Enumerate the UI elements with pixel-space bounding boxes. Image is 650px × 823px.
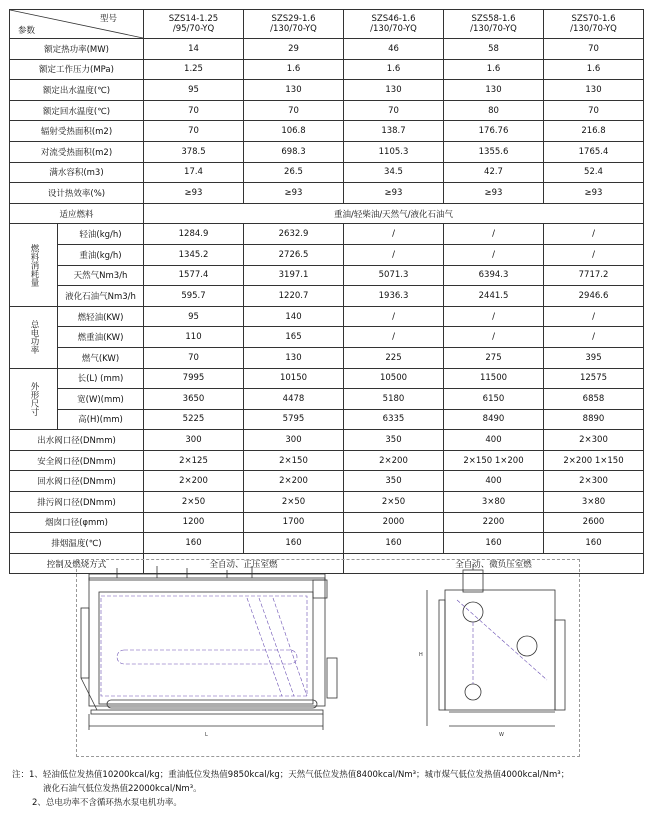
table-row [10,224,644,245]
table-cell: 2×125 [144,450,244,471]
table-cell: 1936.3 [344,286,444,307]
table-cell: / [444,224,544,245]
table-cell: 2441.5 [444,286,544,307]
table-cell: 1355.6 [444,141,544,162]
table-cell: 1.25 [144,59,244,80]
table-cell: 160 [144,533,244,554]
table-cell: 2×150 1×200 [444,450,544,471]
table-cell: 1.6 [344,59,444,80]
table-cell: 58 [444,39,544,60]
boiler-drawing [76,559,580,757]
table-cell: 4478 [244,389,344,410]
table-cell: 1.6 [544,59,644,80]
header-row [10,10,644,39]
row-label: 燃轻油(KW) [58,306,144,327]
table-cell: 2600 [544,512,644,533]
table-cell: 1345.2 [144,244,244,265]
table-cell: 11500 [444,368,544,389]
spec-table [9,9,644,574]
table-cell: 3650 [144,389,244,410]
row-label: 额定工作压力(MPa) [10,59,144,80]
model-header [544,10,644,39]
table-cell: 300 [244,430,344,451]
model-line1: SZS46-1.6 [371,14,416,24]
table-cell: 595.7 [144,286,244,307]
table-row [10,409,644,430]
row-label: 安全阀口径(DNmm) [10,450,144,471]
table-row [10,450,644,471]
model-header [344,10,444,39]
model-line2: /130/70-YQ [270,24,317,34]
table-row [10,492,644,513]
model-header [144,10,244,39]
table-cell: 95 [144,80,244,101]
note-2: 2、总电功率不含循环热水泵电机功率。 [32,798,182,808]
table-cell: 5795 [244,409,344,430]
table-cell: / [344,306,444,327]
table-cell: ≥93 [244,183,344,204]
table-cell: 70 [144,121,244,142]
model-line1: SZS58-1.6 [471,14,516,24]
table-cell: 350 [344,471,444,492]
table-cell: / [444,327,544,348]
table-cell: 95 [144,306,244,327]
table-cell: 1.6 [444,59,544,80]
table-cell: 80 [444,100,544,121]
table-cell: 2×300 [544,430,644,451]
table-cell: 5180 [344,389,444,410]
table-cell: 130 [444,80,544,101]
table-row [10,512,644,533]
table-cell: 26.5 [244,162,344,183]
table-cell: 216.8 [544,121,644,142]
table-row [10,244,644,265]
table-cell: 160 [544,533,644,554]
row-label: 长(L) (mm) [58,368,144,389]
table-cell: 29 [244,39,344,60]
fuel-value: 重油/轻柴油/天然气/液化石油气 [144,203,644,224]
table-cell: 1105.3 [344,141,444,162]
table-cell: 70 [144,347,244,368]
table-cell: 3×80 [544,492,644,513]
control-left: 全自动、正压室燃 [144,553,344,574]
table-cell: 2200 [444,512,544,533]
table-cell: 2000 [344,512,444,533]
table-cell: 14 [144,39,244,60]
table-cell: 5225 [144,409,244,430]
table-cell: 300 [144,430,244,451]
row-label: 重油(kg/h) [58,244,144,265]
model-line1: SZS70-1.6 [571,14,616,24]
table-cell: 7995 [144,368,244,389]
table-cell: 10150 [244,368,344,389]
row-label: 额定回水温度(℃) [10,100,144,121]
table-cell: 2946.6 [544,286,644,307]
table-cell: 1577.4 [144,265,244,286]
row-label: 出水阀口径(DNmm) [10,430,144,451]
row-label: 液化石油气Nm3/h [58,286,144,307]
type-label: 型号 [99,14,117,24]
table-cell: 46 [344,39,444,60]
table-cell: 7717.2 [544,265,644,286]
table-cell: 2×150 [244,450,344,471]
table-cell: 395 [544,347,644,368]
table-row [10,162,644,183]
table-cell: 6394.3 [444,265,544,286]
table-cell: 70 [244,100,344,121]
table-cell: 160 [344,533,444,554]
dim-l-label: L [205,732,208,738]
model-header [244,10,344,39]
table-row [10,389,644,410]
model-line2: /130/70-YQ [470,24,517,34]
model-header [444,10,544,39]
table-cell: 3×80 [444,492,544,513]
row-label: 辐射受热面积(m2) [10,121,144,142]
header-corner [10,10,144,39]
table-cell: 1220.7 [244,286,344,307]
table-cell: 2726.5 [244,244,344,265]
row-label: 排烟温度(℃) [10,533,144,554]
table-cell: 2×50 [244,492,344,513]
table-cell: 17.4 [144,162,244,183]
table-cell: / [544,244,644,265]
table-cell: 130 [544,80,644,101]
row-label: 回水阀口径(DNmm) [10,471,144,492]
dim-h-label: H [419,652,423,658]
table-cell: 70 [544,100,644,121]
model-line2: /95/70-YQ [172,24,215,34]
group-title: 总电功率 [10,306,58,368]
table-cell: 5071.3 [344,265,444,286]
table-cell: / [544,306,644,327]
table-row [10,286,644,307]
group-title: 燃料消耗量 [10,224,58,306]
table-row [10,100,644,121]
table-row [10,306,644,327]
row-label: 设计热效率(%) [10,183,144,204]
table-cell: 1700 [244,512,344,533]
table-cell: 1284.9 [144,224,244,245]
table-cell: 6150 [444,389,544,410]
row-label: 天然气Nm3/h [58,265,144,286]
table-cell: 110 [144,327,244,348]
table-cell: 160 [444,533,544,554]
table-cell: 6858 [544,389,644,410]
param-label: 参数 [18,26,36,36]
table-cell: 2×200 [144,471,244,492]
table-cell: 3197.1 [244,265,344,286]
dim-w-label: W [499,732,504,738]
table-cell: 378.5 [144,141,244,162]
model-line2: /130/70-YQ [570,24,617,34]
table-cell: ≥93 [444,183,544,204]
row-label: 燃气(KW) [58,347,144,368]
table-row [10,121,644,142]
table-cell: 70 [144,100,244,121]
table-cell: 275 [444,347,544,368]
table-row [10,347,644,368]
fuel-row [10,203,644,224]
table-cell: / [544,224,644,245]
table-cell: ≥93 [344,183,444,204]
model-line1: SZS29-1.6 [271,14,316,24]
table-row [10,471,644,492]
note-1: 注：1、轻油低位发热值10200kcal/kg；重油低位发热值9850kcal/kg；天然气低位发热值8400kcal/Nm³；城市煤气低位发热值4000kcal/Nm³； [12,770,570,780]
table-cell: 2×200 [244,471,344,492]
row-label: 额定热功率(MW) [10,39,144,60]
table-cell: / [344,244,444,265]
table-cell: 8490 [444,409,544,430]
table-cell: 106.8 [244,121,344,142]
boiler-schematic [77,560,579,756]
table-row [10,327,644,348]
table-cell: 160 [244,533,344,554]
table-cell: 2×200 [344,450,444,471]
table-row [10,265,644,286]
table-cell: 8890 [544,409,644,430]
group-title: 外形尺寸 [10,368,58,430]
row-label: 排污阀口径(DNmm) [10,492,144,513]
table-cell: / [444,244,544,265]
row-label: 对流受热面积(m2) [10,141,144,162]
table-cell: 42.7 [444,162,544,183]
row-label: 满水容积(m3) [10,162,144,183]
control-right: 全自动、微负压室燃 [344,553,644,574]
table-cell: / [444,306,544,327]
table-cell: ≥93 [544,183,644,204]
table-row [10,430,644,451]
table-cell: 225 [344,347,444,368]
table-cell: 1765.4 [544,141,644,162]
table-row [10,368,644,389]
row-label: 额定出水温度(℃) [10,80,144,101]
table-cell: 1200 [144,512,244,533]
table-cell: 138.7 [344,121,444,142]
table-cell: 165 [244,327,344,348]
table-cell: 176.76 [444,121,544,142]
table-cell: 10500 [344,368,444,389]
table-cell: 6335 [344,409,444,430]
table-cell: 698.3 [244,141,344,162]
table-cell: 2×300 [544,471,644,492]
control-label: 控制及燃烧方式 [10,553,144,574]
table-row [10,80,644,101]
table-row [10,59,644,80]
table-cell: 130 [344,80,444,101]
table-cell: 52.4 [544,162,644,183]
table-cell: 400 [444,430,544,451]
table-cell: 2×200 1×150 [544,450,644,471]
model-line1: SZS14-1.25 [168,14,219,24]
table-cell: / [344,327,444,348]
table-cell: 70 [344,100,444,121]
table-row [10,39,644,60]
row-label: 高(H)(mm) [58,409,144,430]
table-row [10,533,644,554]
table-cell: 140 [244,306,344,327]
table-cell: ≥93 [144,183,244,204]
table-cell: 34.5 [344,162,444,183]
row-label: 燃重油(KW) [58,327,144,348]
table-cell: 130 [244,347,344,368]
fuel-label: 适应燃料 [10,203,144,224]
table-cell: 1.6 [244,59,344,80]
row-label: 轻油(kg/h) [58,224,144,245]
row-label: 烟囱口径(φmm) [10,512,144,533]
table-cell: 2632.9 [244,224,344,245]
table-row [10,183,644,204]
notes [12,768,642,810]
table-cell: 350 [344,430,444,451]
table-cell: 2×50 [344,492,444,513]
row-label: 宽(W)(mm) [58,389,144,410]
table-cell: / [344,224,444,245]
table-cell: / [544,327,644,348]
table-row [10,141,644,162]
table-cell: 12575 [544,368,644,389]
table-cell: 400 [444,471,544,492]
note-1-cont: 液化石油气低位发热值22000kcal/Nm³。 [43,784,202,794]
table-cell: 130 [244,80,344,101]
table-cell: 70 [544,39,644,60]
model-line2: /130/70-YQ [370,24,417,34]
table-cell: 2×50 [144,492,244,513]
